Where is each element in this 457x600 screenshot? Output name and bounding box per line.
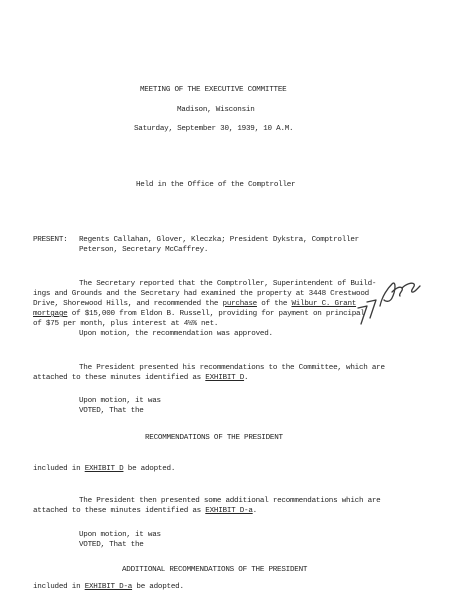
para1-line-6: Upon motion, the recommendation was approved. xyxy=(79,330,273,338)
para3-line-2: attached to these minutes identified as EXHIBIT D-a. xyxy=(33,507,257,515)
present-line-1: Regents Callahan, Glover, Kleczka; President Dykstra, Comptroller xyxy=(79,236,359,244)
para1-line-4: mortgage of $15,000 from Eldon B. Russell, providing for payment on principal xyxy=(33,310,365,318)
motion1-line-1: Upon motion, it was xyxy=(79,397,161,405)
meeting-datetime: Saturday, September 30, 1939, 10 A.M. xyxy=(134,125,294,133)
para3-line-1: The President then presented some additional recommendations which are xyxy=(79,497,381,505)
included-line-1: included in EXHIBIT D be adopted. xyxy=(33,465,176,473)
present-label: PRESENT: xyxy=(33,236,68,244)
para2-line-1: The President presented his recommendations to the Committee, which are xyxy=(79,364,385,372)
motion2-line-2: VOTED, That the xyxy=(79,541,144,549)
handwritten-margin-note xyxy=(352,266,422,328)
included-line-2: included in EXHIBIT D-a be adopted. xyxy=(33,583,184,591)
recommendations-heading: RECOMMENDATIONS OF THE PRESIDENT xyxy=(145,434,283,442)
motion2-line-1: Upon motion, it was xyxy=(79,531,161,539)
additional-recommendations-heading: ADDITIONAL RECOMMENDATIONS OF THE PRESIDENT xyxy=(122,566,308,574)
meeting-location: Held in the Office of the Comptroller xyxy=(136,181,296,189)
para2-line-2: attached to these minutes identified as EXHIBIT D. xyxy=(33,374,249,382)
present-line-2: Peterson, Secretary McCaffrey. xyxy=(79,246,209,254)
motion1-line-2: VOTED, That the xyxy=(79,407,144,415)
para1-line-1: The Secretary reported that the Comptroller, Superintendent of Build- xyxy=(79,280,377,288)
para1-line-2: ings and Grounds and the Secretary had examined the property at 3448 Crestwood xyxy=(33,290,369,298)
para1-line-3: Drive, Shorewood Hills, and recommended the purchase of the Wilbur C. Grant xyxy=(33,300,357,308)
meeting-title: MEETING OF THE EXECUTIVE COMMITTEE xyxy=(140,86,287,94)
para1-line-5: of $75 per month, plus interest at 4½% net. xyxy=(33,320,219,328)
meeting-place: Madison, Wisconsin xyxy=(177,106,255,114)
